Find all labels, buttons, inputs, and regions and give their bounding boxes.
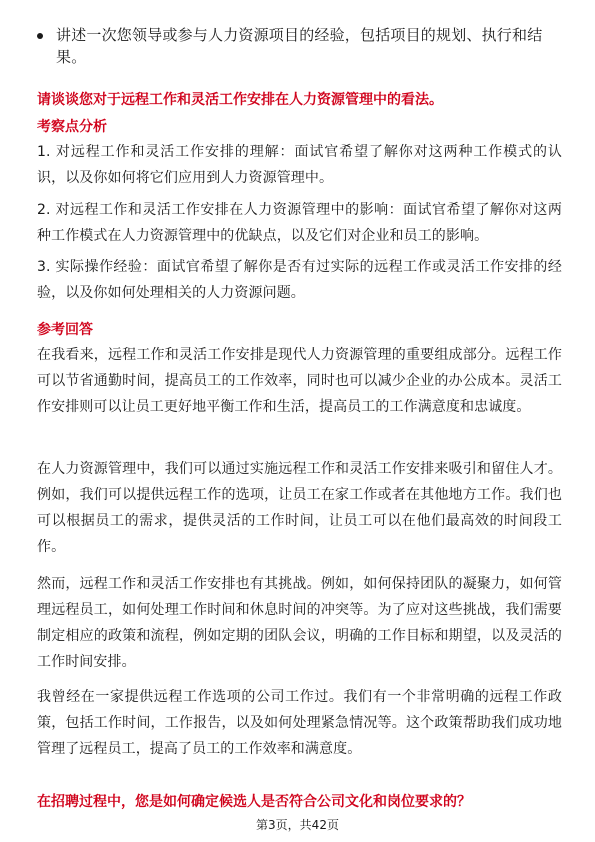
answer-paragraph-3: 然而，远程工作和灵活工作安排也有其挑战。例如，如何保持团队的凝聚力，如何管理远程员工，如何处理工作时间和休息时间的冲突等。为了应对这些挑战，我们需要制定相应的政策和流程，例如定期的团队会议，明确的工作目标和期望，以及灵活的工作时间安排。: [37, 576, 562, 670]
answer-paragraph-2: 在人力资源管理中，我们可以通过实施远程工作和灵活工作安排来吸引和留住人才。例如，我们可以提供远程工作的选项，让员工在家工作或者在其他地方工作。我们也可以根据员工的需求，提供灵活的工作时间，让员工可以在他们最高效的时间段工作。: [37, 461, 562, 555]
answer-paragraph-4: 我曾经在一家提供远程工作选项的公司工作过。我们有一个非常明确的远程工作政策，包括工作时间，工作报告，以及如何处理紧急情况等。这个政策帮助我们成功地管理了远程员工，提高了员工的工作效率和满意度。: [37, 689, 562, 757]
top-bullet-item: [37, 24, 557, 68]
page-number: 第3页，共42页: [256, 818, 339, 832]
next-question-heading: 在招聘过程中，您是如何确定候选人是否符合公司文化和岗位要求的？: [37, 794, 471, 810]
question-heading: 请谈谈您对于远程工作和灵活工作安排在人力资源管理中的看法。: [37, 92, 443, 108]
analysis-point-1: 1. 对远程工作和灵活工作安排的理解：面试官希望了解你对这两种工作模式的认识，以及你如何将它们应用到人力资源管理中。: [37, 144, 562, 186]
analysis-point-3: 3. 实际操作经验：面试官希望了解你是否有过实际的远程工作或灵活工作安排的经验，以及你如何处理相关的人力资源问题。: [37, 259, 562, 301]
top-bullet-text: 讲述一次您领导或参与人力资源项目的经验，包括项目的规划、执行和结果。: [56, 26, 543, 66]
answer-paragraph-1: 在我看来，远程工作和灵活工作安排是现代人力资源管理的重要组成部分。远程工作可以节省通勤时间，提高员工的工作效率，同时也可以减少企业的办公成本。灵活工作安排则可以让员工更好地平衡工作和生活，提高员工的工作满意度和忠诚度。: [37, 347, 562, 415]
answer-heading: 参考回答: [37, 322, 93, 338]
analysis-heading: 考察点分析: [37, 119, 107, 135]
analysis-point-2: 2. 对远程工作和灵活工作安排在人力资源管理中的影响：面试官希望了解你对这两种工作模式在人力资源管理中的优缺点，以及它们对企业和员工的影响。: [37, 202, 562, 244]
bullet-dot-icon: [37, 33, 43, 39]
